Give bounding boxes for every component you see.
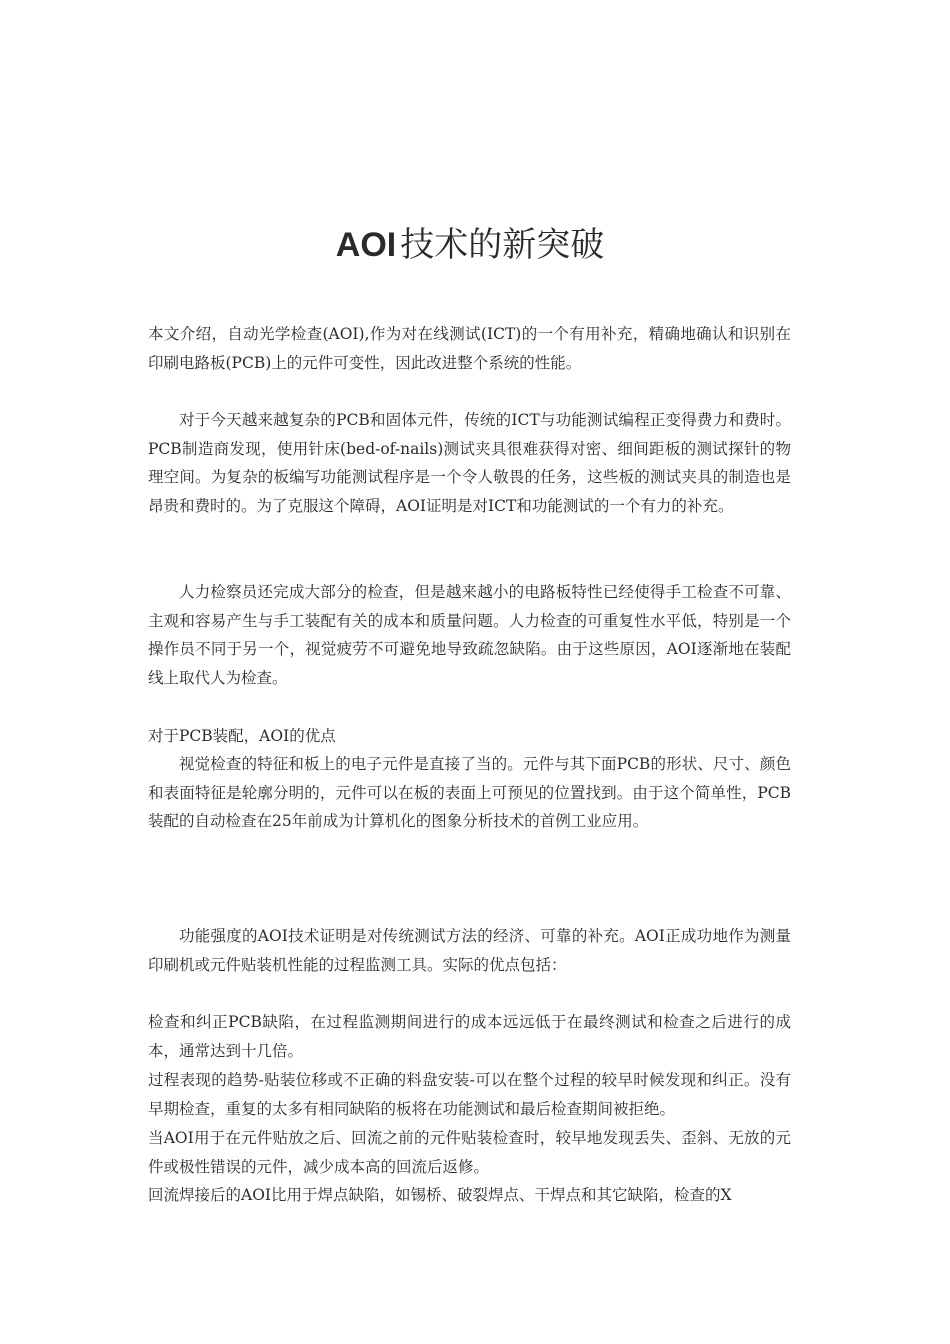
title-latin: AOI <box>335 226 397 264</box>
list-item-post-reflow: 回流焊接后的AOI比用于焊点缺陷，如锡桥、破裂焊点、干焊点和其它缺陷，检查的X <box>148 1186 732 1204</box>
list-item-process-trend: 过程表现的趋势-贴装位移或不正确的料盘安装-可以在整个过程的较早时候发现和纠正。没有早期检查，重复的太多有相同缺陷的板将在功能测试和最后检查期间被拒绝。 <box>148 1071 791 1118</box>
title-cjk: 技术的新突破 <box>400 225 605 265</box>
document-title <box>0 222 940 268</box>
paragraph-ict-complexity: 对于今天越来越复杂的PCB和固体元件，传统的ICT与功能测试编程正变得费力和费时。PCB制造商发现，使用针床(bed-of-nails)测试夹具很难获得对密、细间距板的测试探针的物理空间。为复杂的板编写功能测试程序是一个令人敬畏的任务，这些板的测试夹具的制造也是昂贵和费时的。为了克服这个障碍，AOI证明是对ICT和功能测试的一个有力的补充。 <box>148 411 791 515</box>
list-item-defect-correction: 检查和纠正PCB缺陷，在过程监测期间进行的成本远远低于在最终测试和检查之后进行的成本，通常达到十几倍。 <box>148 1013 791 1060</box>
paragraph-aoi-strength: 功能强度的AOI技术证明是对传统测试方法的经济、可靠的补充。AOI正成功地作为测量印刷机或元件贴装机性能的过程监测工具。实际的优点包括： <box>148 927 791 974</box>
list-item-placement-inspection: 当AOI用于在元件贴放之后、回流之前的元件贴装检查时，较早地发现丢失、歪斜、无放的元件或极性错误的元件，减少成本高的回流后返修。 <box>148 1129 791 1176</box>
paragraph-human-inspection: 人力检察员还完成大部分的检查，但是越来越小的电路板特性已经使得手工检查不可靠、主观和容易产生与手工装配有关的成本和质量问题。人力检查的可重复性水平低，特别是一个操作员不同于另一个，视觉疲劳不可避免地导致疏忽缺陷。由于这些原因，AOI逐渐地在装配线上取代人为检查。 <box>148 583 791 687</box>
section-heading-aoi-advantages: 对于PCB装配，AOI的优点 <box>148 727 336 745</box>
paragraph-intro: 本文介绍，自动光学检查(AOI),作为对在线测试(ICT)的一个有用补充，精确地确认和识别在印刷电路板(PCB)上的元件可变性，因此改进整个系统的性能。 <box>148 325 791 372</box>
paragraph-visual-inspection: 视觉检查的特征和板上的电子元件是直接了当的。元件与其下面PCB的形状、尺寸、颜色和表面特征是轮廓分明的，元件可以在板的表面上可预见的位置找到。由于这个简单性，PCB装配的自动检查在25年前成为计算机化的图象分析技术的首例工业应用。 <box>148 755 791 831</box>
